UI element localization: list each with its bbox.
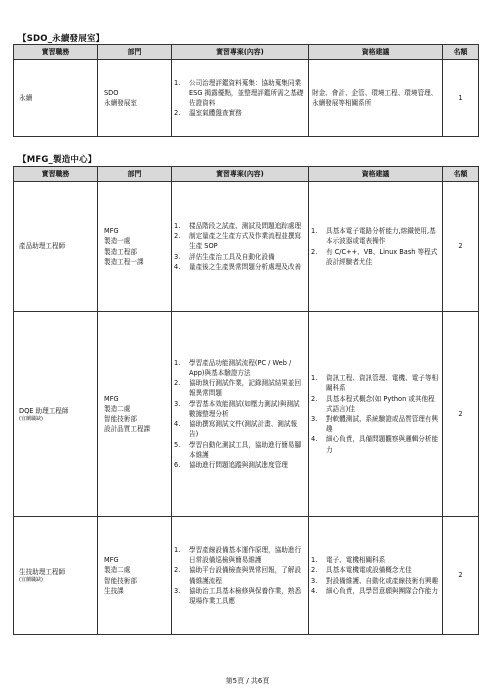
header-quals: 資格建議 [309, 45, 443, 60]
list-item: 3. 評估生產治工具及自動化設備 [174, 252, 275, 261]
department: MFG 製造一處 製造工程部 製造工程一課 [98, 182, 172, 312]
job-location-note: (宜蘭職缺) [19, 577, 43, 584]
list-item: 3. 協助治工具基本檢修與保養作業，熟悉現場作業工具應 [174, 586, 302, 605]
list-item: 3. 對設備維護、自動化或產線技術有興趣 [311, 576, 439, 585]
header-title: 實習職務 [14, 167, 98, 182]
table-mfg [13, 166, 479, 635]
table-row [14, 60, 479, 137]
list-item: 4. 細心負責，具學習意願與團隊合作能力 [311, 586, 439, 595]
table-row [14, 517, 479, 635]
job-title: 生技助理工程師 (宜蘭職缺) [14, 517, 98, 635]
list-item: 2. 溫室氣體盤查實務 [174, 109, 242, 118]
header-title: 實習職務 [14, 45, 98, 60]
headcount: 2 [443, 312, 479, 517]
department: MFG 製造二處 智能技術部 設計品質工程課 [98, 312, 172, 517]
header-dept: 部門 [98, 167, 172, 182]
list-item: 4. 細心負責，具備問題觀察與邏輯分析能力 [311, 435, 439, 454]
list-item: 1. 電子、電機相關科系 [311, 556, 386, 565]
page-footer: 第5頁 / 共6頁 [225, 677, 270, 685]
header-project: 實習專案(內容) [172, 45, 309, 60]
section-title-sdo: 【SDO_永續發展室】 [18, 34, 105, 44]
qualifications [309, 312, 443, 517]
list-item: 5. 學習自動化測試工具，協助進行簡易腳本維護 [174, 440, 302, 459]
list-item: 4. 量產後之生產異常問題分析處理及改善 [174, 262, 302, 271]
list-item: 6. 協助進行問題追蹤與測試進度管理 [174, 460, 288, 469]
department: SDO 永續發展室 [98, 60, 172, 137]
job-location-note: (宜蘭職缺) [19, 415, 43, 422]
job-title: 產品助理工程師 [14, 182, 98, 312]
project-list [172, 60, 309, 137]
table-row [14, 182, 479, 312]
table-row [14, 312, 479, 517]
list-item: 3. 對軟體測試、系統驗證或品質管理有興趣 [311, 415, 439, 434]
department: MFG 製造二處 智能技術部 生技課 [98, 517, 172, 635]
header-project: 實習專案(內容) [172, 167, 309, 182]
job-title: DQE 助理工程師 (宜蘭職缺) [14, 312, 98, 517]
list-item: 3. 學習基本效能測試(如壓力測試)與測試數據整理分析 [174, 399, 300, 418]
list-item: 2. 具基本程式概念(如 Python 或其他程式語言)佳 [311, 394, 435, 413]
list-item: 2. 協助平台設備檢查與異常回報，了解設備維護流程 [174, 566, 302, 585]
header-count: 名額 [443, 45, 479, 60]
job-title: 永續 [14, 60, 98, 137]
list-item: 2. 具基本電機電或設備概念尤佳 [311, 566, 412, 575]
list-item: 2. 協助執行測試作業，記錄測試結果並回報異常問題 [174, 379, 302, 398]
headcount: 2 [443, 182, 479, 312]
list-item: 4. 協助撰寫測試文件(測試計畫、測試報告) [174, 420, 298, 439]
header-dept: 部門 [98, 45, 172, 60]
header-quals: 資格建議 [309, 167, 443, 182]
list-item: 1. 學習產品功能測試流程(PC / Web / App)與基本驗證方法 [174, 358, 292, 378]
project-list [172, 312, 309, 517]
list-item: 1. 公司治理評鑑資料蒐集：協助蒐集同業 ESG 揭露優點，並整理評鑑所需之基礎佐證資料 [174, 78, 304, 107]
project-list [172, 517, 309, 635]
headcount: 1 [443, 60, 479, 137]
list-item: 1. 樣品階段之試產、測試及問題追踪處理 [174, 221, 302, 230]
headcount: 2 [443, 517, 479, 635]
list-item: 1. 學習產線設備基本運作原理，協助進行日常設備巡檢與簡易維護 [174, 545, 302, 565]
project-list [172, 182, 309, 312]
qualifications [309, 517, 443, 635]
list-item: 2. 制定量產之生產方式及作業流程並撰寫生產 SOP [174, 232, 302, 251]
qualifications [309, 182, 443, 312]
table-sdo [13, 44, 479, 137]
header-count: 名額 [443, 167, 479, 182]
qualifications: 財金、會計、企管、環境工程、環境管理、永續發展等相關系所 [309, 60, 443, 137]
list-item: 1. 資訊工程、資訊管理、電機、電子等相關科系 [311, 374, 439, 393]
section-title-mfg: 【MFG_製造中心】 [18, 155, 97, 165]
list-item: 1. 具基本電子電路分析能力,熔鐵使用,基本示波器或電表操作 [311, 227, 436, 246]
list-item: 2. 有 C/C++、VB、Linux Bash 等程式設計經驗者尤佳 [311, 247, 438, 266]
